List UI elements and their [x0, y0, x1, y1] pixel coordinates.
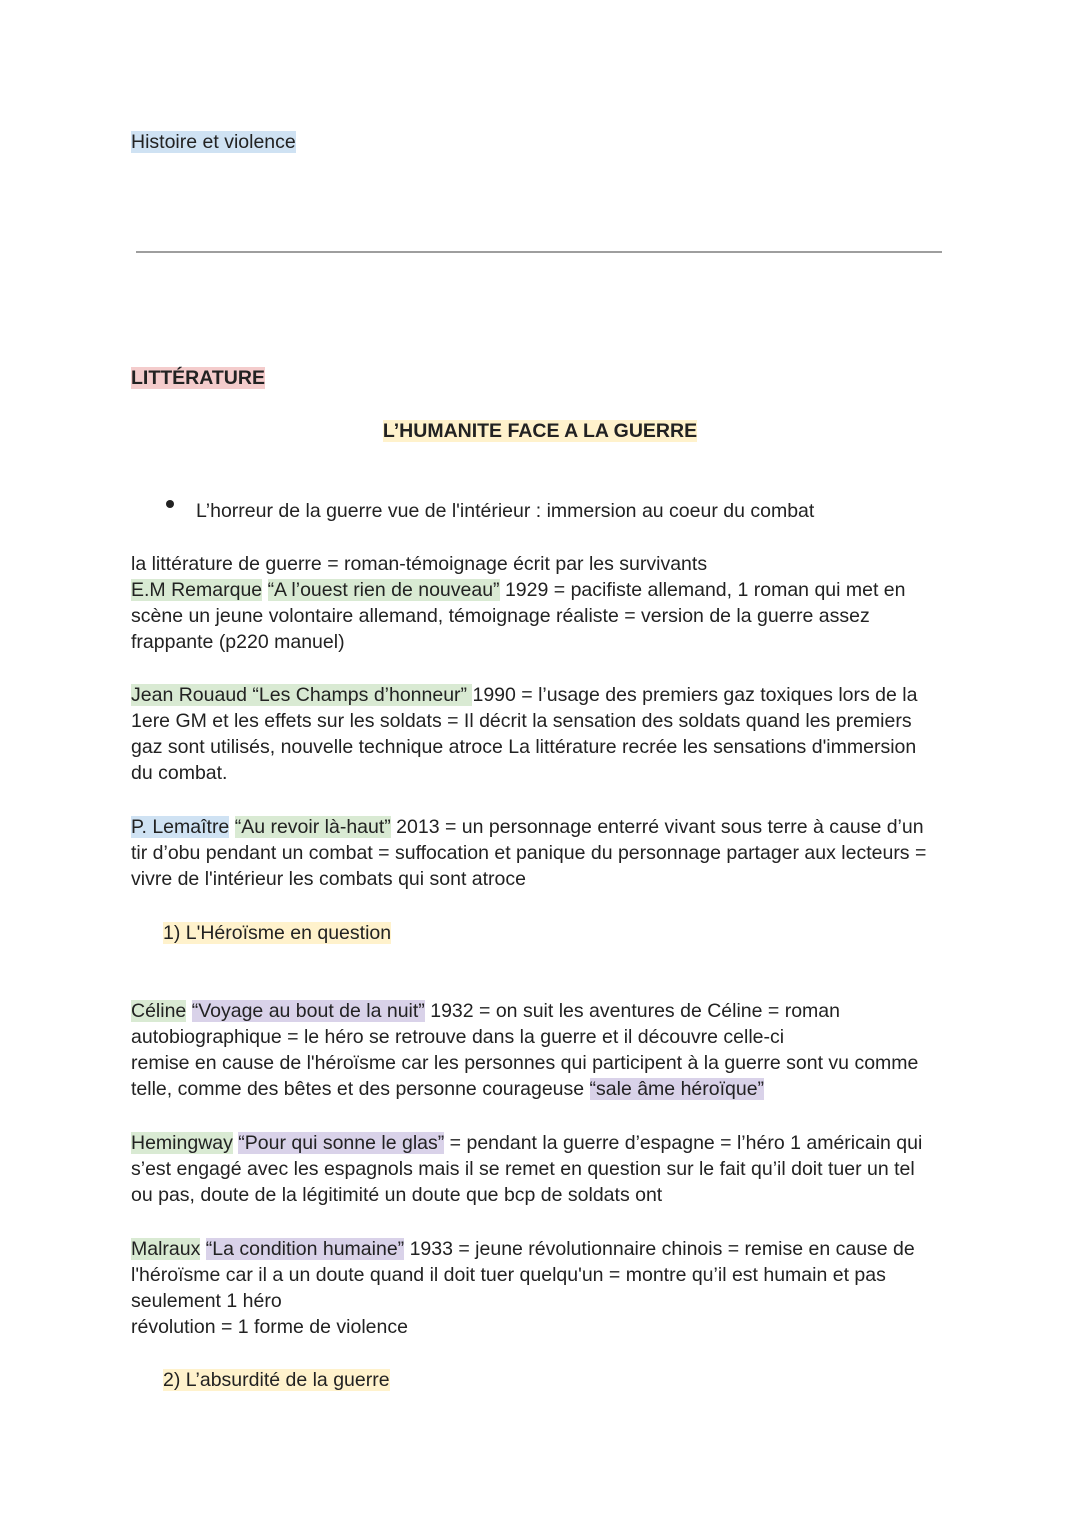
p1-line-1: la littérature de guerre = roman-témoignage écrit par les survivants	[131, 553, 708, 575]
author-celine: Céline	[131, 1000, 187, 1022]
p5-line-1: Hemingway “Pour qui sonne le glas” = pendant la guerre d’espagne = l’héro 1 américain qui	[131, 1132, 923, 1154]
p3-line-2: tir d’obu pendant un combat = suffocation et panique du personnage partager aux lecteurs =	[131, 842, 927, 864]
p6-line-2: l'héroïsme car il a un doute quand il doit tuer quelqu'un = montre qu’il est humain et pas	[131, 1264, 886, 1286]
subheading-2: 2) L’absurdité de la guerre	[163, 1369, 390, 1391]
bullet-item: L’horreur de la guerre vue de l'intérieur : immersion au coeur du combat	[196, 500, 815, 522]
subheading-1: 1) L'Héroïsme en question	[163, 922, 392, 944]
p1-line-4: frappante (p220 manuel)	[131, 631, 345, 653]
title-rouaud: “Les Champs d’honneur”	[247, 684, 473, 706]
p4-line-1: Céline “Voyage au bout de la nuit” 1932 = on suit les aventures de Céline = roman	[131, 1000, 840, 1022]
p6-line-4: révolution = 1 forme de violence	[131, 1316, 408, 1338]
doc-title: Histoire et violence	[131, 131, 296, 153]
p4-line-3: remise en cause de l'héroïsme car les personnes qui participent à la guerre sont vu comme	[131, 1052, 919, 1074]
section-heading: LITTÉRATURE	[131, 367, 265, 389]
p1-line-3: scène un jeune volontaire allemand, témoignage réaliste = version de la guerre assez	[131, 605, 870, 627]
p5-line-2: s’est engagé avec les espagnols mais il se remet en question sur le fait qu’il doit tuer un tel	[131, 1158, 915, 1180]
p6-line-3: seulement 1 héro	[131, 1290, 282, 1312]
p3-line-3: vivre de l'intérieur les combats qui sont atroce	[131, 868, 526, 890]
p3-line-1: P. Lemaître “Au revoir là-haut” 2013 = un personnage enterré vivant sous terre à cause d’un	[131, 816, 924, 838]
p2-line-1: Jean Rouaud “Les Champs d’honneur” 1990 = l’usage des premiers gaz toxiques lors de la	[131, 684, 918, 706]
author-hemingway: Hemingway	[131, 1132, 233, 1154]
p1-line-2: E.M Remarque “A l’ouest rien de nouveau” 1929 = pacifiste allemand, 1 roman qui met en	[131, 579, 906, 601]
author-remarque: E.M Remarque	[131, 579, 263, 601]
title-hemingway: “Pour qui sonne le glas”	[238, 1132, 445, 1154]
title-celine: “Voyage au bout de la nuit”	[191, 1000, 425, 1022]
title-lemaitre: “Au revoir là-haut”	[234, 816, 391, 838]
p6-line-1: Malraux “La condition humaine” 1933 = jeune révolutionnaire chinois = remise en cause de	[131, 1238, 915, 1260]
p2-line-2: 1ere GM et les effets sur les soldats = Il décrit la sensation des soldats quand les premiers	[131, 710, 912, 732]
p5-line-3: ou pas, doute de la légitimité un doute que bcp de soldats ont	[131, 1184, 663, 1206]
p4-line-4: telle, comme des bêtes et des personne courageuse “sale âme héroïque”	[131, 1078, 765, 1100]
author-rouaud: Jean Rouaud	[131, 684, 248, 706]
p2-line-3: gaz sont utilisés, nouvelle technique atroce La littérature recrée les sensations d'immersion	[131, 736, 917, 758]
title-malraux: “La condition humaine”	[205, 1238, 405, 1260]
author-lemaitre: P. Lemaître	[131, 816, 230, 838]
main-heading: L’HUMANITE FACE A LA GUERRE	[382, 420, 698, 442]
p4-line-2: autobiographique = le héro se retrouve dans la guerre et il découvre celle-ci	[131, 1026, 785, 1048]
horizontal-divider	[136, 251, 942, 253]
quote-sale-ame: “sale âme héroïque”	[589, 1078, 765, 1100]
title-remarque: “A l’ouest rien de nouveau”	[267, 579, 500, 601]
p2-line-4: du combat.	[131, 762, 228, 784]
bullet-dot-icon	[166, 500, 174, 508]
author-malraux: Malraux	[131, 1238, 201, 1260]
